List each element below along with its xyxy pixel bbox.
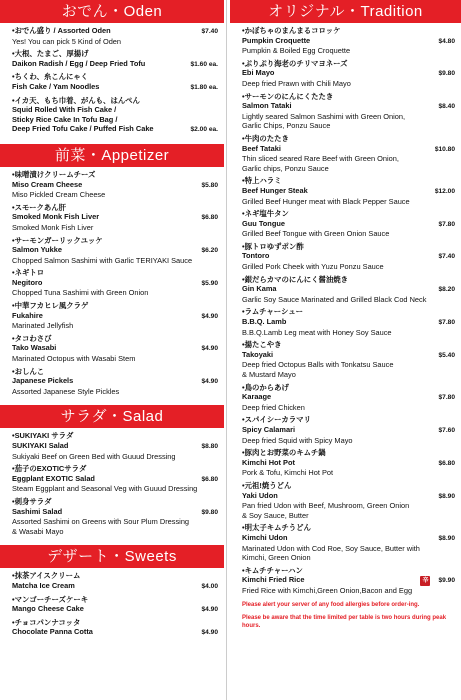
menu-item-jp-line xyxy=(12,618,218,628)
menu-item-name: Matcha Ice Cream xyxy=(12,580,75,590)
section-body xyxy=(230,23,461,637)
menu-item xyxy=(12,334,218,364)
menu-item-name: Fish Cake / Yam Noodles xyxy=(12,81,100,91)
menu-item-price: $8.90 xyxy=(438,534,455,542)
menu-item xyxy=(242,307,455,337)
menu-item-price: $2.00 ea. xyxy=(190,126,218,134)
menu-item-jp-line xyxy=(242,242,455,252)
menu-item-name-line xyxy=(12,581,218,592)
menu-item-description: Smoked Monk Fish Liver xyxy=(12,222,94,232)
menu-item-jp-line xyxy=(12,334,218,344)
menu-item-name-line xyxy=(242,251,455,262)
menu-item-description: Deep fried Chicken xyxy=(242,402,305,412)
section-body xyxy=(0,428,224,545)
menu-item-name-line xyxy=(242,101,455,112)
menu-item-jp-name: •明太子キムチうどん xyxy=(242,523,311,533)
menu-item-price: $7.80 xyxy=(438,394,455,402)
menu-item-jp-line xyxy=(12,170,218,180)
menu-item-price: $6.80 xyxy=(438,459,455,467)
menu-item-jp-line xyxy=(242,59,455,69)
menu-item xyxy=(242,176,455,206)
section-header: 前菜・Appetizer xyxy=(0,144,224,167)
menu-item-jp-line xyxy=(12,49,218,59)
menu-item-description: Garlic chips, Ponzu Sauce xyxy=(242,163,329,173)
menu-item xyxy=(242,383,455,413)
allergy-notice: Please be aware that the time limited per table is two hours during peak hours. xyxy=(242,615,447,630)
menu-item-jp-line xyxy=(242,340,455,350)
menu-item-jp-name: •チョコパンナコッタ xyxy=(12,617,81,627)
left-column xyxy=(0,0,224,647)
section-body xyxy=(0,167,224,405)
menu-item-jp-name: •大根、たまご、厚揚げ xyxy=(12,49,89,59)
menu-item xyxy=(242,448,455,478)
menu-item-description: Kimchi, Green Onion xyxy=(242,553,311,563)
menu-item-description: B.B.Q.Lamb Leg meat with Honey Soy Sauce xyxy=(242,327,392,337)
menu-item xyxy=(12,571,218,591)
menu-item-name: Negitoro xyxy=(12,277,43,287)
menu-item-jp-line xyxy=(12,72,218,82)
menu-item-name: Squid Rolled With Fish Cake / xyxy=(12,105,117,115)
menu-item-jp-name: •味噌漬けクリームチーズ xyxy=(12,169,96,179)
menu-item-name-line xyxy=(242,219,455,230)
section-header: デザート・Sweets xyxy=(0,545,224,568)
menu-item-name-line xyxy=(12,507,218,518)
menu-item-price: $8.40 xyxy=(438,103,455,111)
menu-item-price: $8.20 xyxy=(438,286,455,294)
menu-item-jp-name: •豚トロゆずポン酢 xyxy=(242,241,304,251)
menu-item-price: $6.80 xyxy=(201,475,218,483)
menu-item-description: & Mustard Mayo xyxy=(242,370,296,379)
menu-item-description: Miso Pickled Cream Cheese xyxy=(12,190,106,200)
menu-item-name-line xyxy=(242,575,455,586)
menu-item-jp-line xyxy=(242,481,455,491)
menu-item xyxy=(12,618,218,638)
menu-item xyxy=(12,595,218,615)
section-body xyxy=(0,568,224,647)
menu-item-jp-line xyxy=(12,595,218,605)
menu-item-name-line xyxy=(12,627,218,638)
menu-item-name: Ebi Mayo xyxy=(242,68,275,78)
menu-item xyxy=(242,26,455,56)
menu-item-name: Chocolate Panna Cotta xyxy=(12,627,93,637)
menu-item xyxy=(242,566,455,596)
menu-item-jp-name: •豚肉とお野菜のキムチ鍋 xyxy=(242,448,326,458)
menu-item-name-line xyxy=(12,441,218,452)
menu-item-name: Kimchi Fried Rice xyxy=(242,575,305,585)
menu-item-name: Sashimi Salad xyxy=(12,506,63,516)
menu-item-jp-name: •タコわさび xyxy=(12,333,52,343)
menu-item-name-line xyxy=(242,144,455,155)
menu-item-description: Grilled Beef Hunger meat with Black Pepper Sauce xyxy=(242,196,410,206)
menu-item-name-line xyxy=(242,491,455,502)
menu-item-price: $4.90 xyxy=(201,312,218,320)
menu-item-price: $1.80 ea. xyxy=(190,83,218,91)
menu-item-name: Guu Tongue xyxy=(242,218,285,228)
menu-item xyxy=(12,367,218,397)
menu-item-description: Marinated Jellyfish xyxy=(12,321,74,331)
menu-item-description: Lightly seared Salmon Sashimi with Green Onion, xyxy=(242,111,406,121)
menu-item-name: Kimchi Udon xyxy=(242,532,288,542)
menu-item-jp-line xyxy=(242,134,455,144)
menu-item-name-line xyxy=(12,82,218,93)
menu-item-description: Yes! You can pick 5 Kind of Oden xyxy=(12,36,122,46)
menu-item-name: Beef Tataki xyxy=(242,143,281,153)
menu-item-name: Eggplant EXOTIC Salad xyxy=(12,473,95,483)
menu-item-jp-line xyxy=(12,236,218,246)
menu-item-name-line xyxy=(12,180,218,191)
menu-item-name: Daikon Radish / Egg / Deep Fried Tofu xyxy=(12,58,146,68)
menu-item-jp-name: •特上ハラミ xyxy=(242,176,282,186)
menu-item-jp-line xyxy=(12,301,218,311)
menu-item-price: $7.60 xyxy=(438,426,455,434)
menu-item-name-line xyxy=(242,186,455,197)
menu-item-name-line xyxy=(242,284,455,295)
menu-item-name: SUKIYAKI Salad xyxy=(12,441,69,450)
menu-item-price: $7.40 xyxy=(438,253,455,261)
menu-item-jp-line xyxy=(242,26,455,36)
menu-item-jp-name: •SUKIYAKI サラダ xyxy=(12,431,74,441)
menu-item-name: Beef Hunger Steak xyxy=(242,185,308,195)
menu-item-name: Spicy Calamari xyxy=(242,424,295,434)
menu-item-description: Garlic Chips, Ponzu Sauce xyxy=(242,121,331,131)
menu-item xyxy=(12,26,218,46)
menu-item-jp-line xyxy=(242,566,455,576)
menu-item-price: $8.80 xyxy=(201,443,218,450)
menu-item-price: $4.80 xyxy=(438,37,455,45)
menu-item-jp-line xyxy=(12,497,218,507)
menu-item-name-line xyxy=(12,343,218,354)
menu-item xyxy=(242,415,455,445)
menu-item-price: $4.00 xyxy=(201,582,218,590)
menu-item-jp-line xyxy=(242,92,455,102)
menu-item-description: Chopped Tuna Sashimi with Green Onion xyxy=(12,288,149,298)
menu-item-jp-name: •ネギ塩牛タン xyxy=(242,209,289,219)
menu-item xyxy=(12,431,218,461)
menu-item xyxy=(12,203,218,233)
menu-item-jp-line xyxy=(242,383,455,393)
menu-item-price: $7.40 xyxy=(201,28,218,35)
menu-item-description: Deep fried Prawn with Chili Mayo xyxy=(242,78,351,88)
menu-item-name: Pumpkin Croquette xyxy=(242,35,311,45)
section-header: サラダ・Salad xyxy=(0,405,224,428)
menu-item-name-line xyxy=(12,376,218,387)
menu-item-name: Japanese Pickels xyxy=(12,376,74,386)
menu-item-jp-line xyxy=(242,448,455,458)
menu-item-jp-line xyxy=(12,203,218,213)
menu-item-description: Sukiyaki Beef on Green Bed with Guuud Dressing xyxy=(12,451,176,461)
menu-item-name: B.B.Q. Lamb xyxy=(242,317,287,327)
menu-item-description: Pork & Tofu, Kimchi Hot Pot xyxy=(242,468,334,478)
menu-item-name-line xyxy=(12,115,218,125)
menu-item-name-line xyxy=(12,604,218,615)
menu-item-name: Gin Kama xyxy=(242,284,277,294)
menu-item-price: $9.80 xyxy=(438,70,455,78)
menu-item xyxy=(242,59,455,89)
menu-item-jp-name: •中華フカヒレ風クラゲ xyxy=(12,301,89,311)
column-divider xyxy=(226,0,227,700)
menu-item-jp-line xyxy=(12,268,218,278)
menu-item-jp-line xyxy=(12,464,218,474)
menu-item-name: Takoyaki xyxy=(242,349,274,359)
menu-item-jp-name: •おしんこ xyxy=(12,366,45,376)
allergy-notice: Please alert your server of any food allergies before order-ing. xyxy=(242,601,420,608)
menu-item-name-line xyxy=(12,105,218,115)
menu-item-jp-name: •かぼちゃのまんまるコロッケ xyxy=(242,26,341,35)
menu-item-description: Chopped Salmon Sashimi with Garlic TERIYAKI Sauce xyxy=(12,255,193,265)
menu-item-name: Yaki Udon xyxy=(242,490,278,500)
menu-item-price: $4.90 xyxy=(201,378,218,386)
section-header: おでん・Oden xyxy=(0,0,224,23)
menu-item xyxy=(242,209,455,239)
menu-item-description: Pan fried Udon with Beef, Mushroom, Green Onion xyxy=(242,501,410,511)
menu-item xyxy=(12,170,218,200)
menu-item-jp-name: •イカ天、もち巾着、がんも、はんぺん xyxy=(12,95,140,105)
menu-item-jp-line xyxy=(242,176,455,186)
right-column xyxy=(230,0,461,637)
menu-item-description: Garlic Soy Sauce Marinated and Grilled Black Cod Neck xyxy=(242,294,427,304)
menu-item-jp-name: •スパイシーカラマリ xyxy=(242,415,311,425)
menu-item-jp-name: •マンゴーチーズケーキ xyxy=(12,594,89,604)
menu-item-price: $4.90 xyxy=(201,345,218,353)
menu-item-description: Assorted Japanese Style Pickles xyxy=(12,386,120,396)
menu-item-name-line xyxy=(242,425,455,436)
menu-item-name-line xyxy=(242,317,455,328)
menu-item xyxy=(242,340,455,379)
menu-item-description: Deep fried Octopus Balls with Tonkatsu Sauce xyxy=(242,360,394,370)
menu-item-jp-name: •キムチチャーハン xyxy=(242,565,303,575)
menu-item-price: $8.90 xyxy=(438,492,455,500)
menu-item-description: Pumpkin & Boiled Egg Croquette xyxy=(242,46,351,56)
menu-item xyxy=(12,497,218,536)
menu-item-name: Tako Wasabi xyxy=(12,343,57,353)
menu-item-jp-name: •ちくわ、糸こんにゃく xyxy=(12,72,89,82)
menu-item-price: $7.80 xyxy=(438,220,455,228)
menu-item-jp-name: •元祖!焼うどん xyxy=(242,480,292,490)
menu-item-jp-name: •銀だらカマのにんにく醤油焼き xyxy=(242,274,349,284)
menu-item-price-text: $9.90 xyxy=(438,577,455,585)
menu-item xyxy=(12,268,218,298)
menu-item xyxy=(242,242,455,272)
menu-item-jp-line xyxy=(12,571,218,581)
menu-item-price: $1.60 ea. xyxy=(190,60,218,68)
menu-item-name-line xyxy=(242,68,455,79)
menu-item-jp-line xyxy=(242,275,455,285)
menu-item-name-line xyxy=(12,59,218,70)
menu-item-name-line xyxy=(242,533,455,544)
menu-item-name: Kimchi Hot Pot xyxy=(242,457,295,467)
menu-item-name-line xyxy=(12,311,218,322)
menu-item-description: Grilled Beef Tongue with Green Onion Sauce xyxy=(242,229,390,239)
menu-item-name: Karaage xyxy=(242,392,272,402)
menu-item-description: Steam Eggplant and Seasonal Veg with Guuud Dressing xyxy=(12,484,198,494)
menu-item-price: $4.90 xyxy=(201,606,218,614)
menu-item-description: & Wasabi Mayo xyxy=(12,526,64,536)
menu-item-name: Tontoro xyxy=(242,251,270,261)
menu-item-name-line xyxy=(12,278,218,289)
menu-item-name: Miso Cream Cheese xyxy=(12,179,83,189)
menu-item-name-line xyxy=(12,212,218,223)
menu-item-jp-name: •牛肉のたたき xyxy=(242,133,289,143)
menu-item-jp-line xyxy=(12,431,218,441)
spicy-icon: 辛 xyxy=(422,578,429,585)
menu-item-price: $10.80 xyxy=(434,145,455,153)
menu-item-price: $5.90 xyxy=(201,279,218,287)
menu-item-name-line xyxy=(12,124,218,135)
menu-item xyxy=(242,275,455,305)
menu-item-jp-name: •ぷりぷり海老のチリマヨネーズ xyxy=(242,58,348,68)
menu-item-price: $6.80 xyxy=(201,214,218,222)
menu-item xyxy=(12,301,218,331)
menu-item-jp-name: •茄子のEXOTICサラダ xyxy=(12,464,87,474)
menu-item-name-line xyxy=(242,36,455,47)
menu-item-name: Salmon Tataki xyxy=(242,101,292,111)
menu-item xyxy=(242,92,455,131)
menu-item-price: $7.80 xyxy=(438,319,455,327)
menu-item-jp-name: •スモークあん肝 xyxy=(12,202,67,212)
menu-item-jp-name: •サーモンのにんにくたたき xyxy=(242,91,334,101)
menu-item xyxy=(12,236,218,266)
menu-item-jp-name: •ラムチャーシュー xyxy=(242,307,303,317)
menu-item-price: $4.90 xyxy=(201,629,218,637)
menu-item-jp-line xyxy=(12,96,218,106)
menu-item xyxy=(12,464,218,494)
menu-item-jp-name: •サーモンガーリックユッケ xyxy=(12,235,103,245)
menu-item-jp-name: •鳥のからあげ xyxy=(242,382,289,392)
menu-item xyxy=(242,523,455,562)
menu-item xyxy=(242,134,455,173)
menu-item-jp-name: •揚たこやき xyxy=(242,340,282,350)
menu-item-name-line xyxy=(242,392,455,403)
menu-item-jp-name: •抹茶アイスクリーム xyxy=(12,571,81,581)
menu-item-jp-name: •ネギトロ xyxy=(12,268,45,278)
menu-item xyxy=(12,72,218,92)
menu-item xyxy=(12,96,218,135)
menu-item xyxy=(242,481,455,520)
menu-item-price: $5.80 xyxy=(201,181,218,189)
menu-item-description: & Soy Sauce, Butter xyxy=(242,510,309,520)
menu-item-name: Fukahire xyxy=(12,310,43,320)
menu-item-jp-line xyxy=(12,26,218,37)
menu-item-price: $9.80 xyxy=(201,508,218,516)
menu-item xyxy=(12,49,218,69)
menu-item-name-line xyxy=(12,245,218,256)
menu-item-name: Mango Cheese Cake xyxy=(12,604,84,614)
menu-item-description: Thin sliced seared Rare Beef with Green Onion, xyxy=(242,154,399,164)
menu-item-price xyxy=(413,576,455,586)
menu-item-name: Salmon Yukke xyxy=(12,245,62,255)
menu-item-description: Fried Rice with Kimchi,Green Onion,Bacon and Egg xyxy=(242,586,413,596)
menu-item-description: Assorted Sashimi on Greens with Sour Plum Dressing xyxy=(12,517,190,527)
menu-item-name: Deep Fried Tofu Cake / Puffed Fish Cake xyxy=(12,124,154,134)
menu-item-jp-line xyxy=(12,367,218,377)
menu-item-price: $6.20 xyxy=(201,247,218,255)
menu-item-name: Sticky Rice Cake In Tofu Bag / xyxy=(12,114,118,124)
menu-item-price: $12.00 xyxy=(434,187,455,195)
menu-item-name-line xyxy=(12,474,218,485)
menu-item-description: Grilled Pork Cheek with Yuzu Ponzu Sauce xyxy=(242,262,384,272)
menu-item-price: $5.40 xyxy=(438,351,455,359)
menu-item-name-line xyxy=(242,458,455,469)
menu-item-name-line xyxy=(242,350,455,361)
menu-item-description: Marinated Octopus with Wasabi Stem xyxy=(12,354,136,364)
menu-item-jp-line xyxy=(242,209,455,219)
menu-item-jp-line xyxy=(242,523,455,533)
section-body xyxy=(0,23,224,144)
menu-item-jp-line xyxy=(242,307,455,317)
menu-item-jp-line xyxy=(242,415,455,425)
menu-item-description: Marinated Udon with Cod Roe, Soy Sauce, Butter with xyxy=(242,543,420,553)
menu-item-name: Smoked Monk Fish Liver xyxy=(12,212,100,222)
menu-item-description: Deep fried Squid with Spicy Mayo xyxy=(242,435,353,445)
menu-item-jp-name: •刺身サラダ xyxy=(12,496,52,506)
menu-item-jp-name: •おでん盛り / Assorted Oden xyxy=(12,26,111,35)
section-header: オリジナル・Tradition xyxy=(230,0,461,23)
